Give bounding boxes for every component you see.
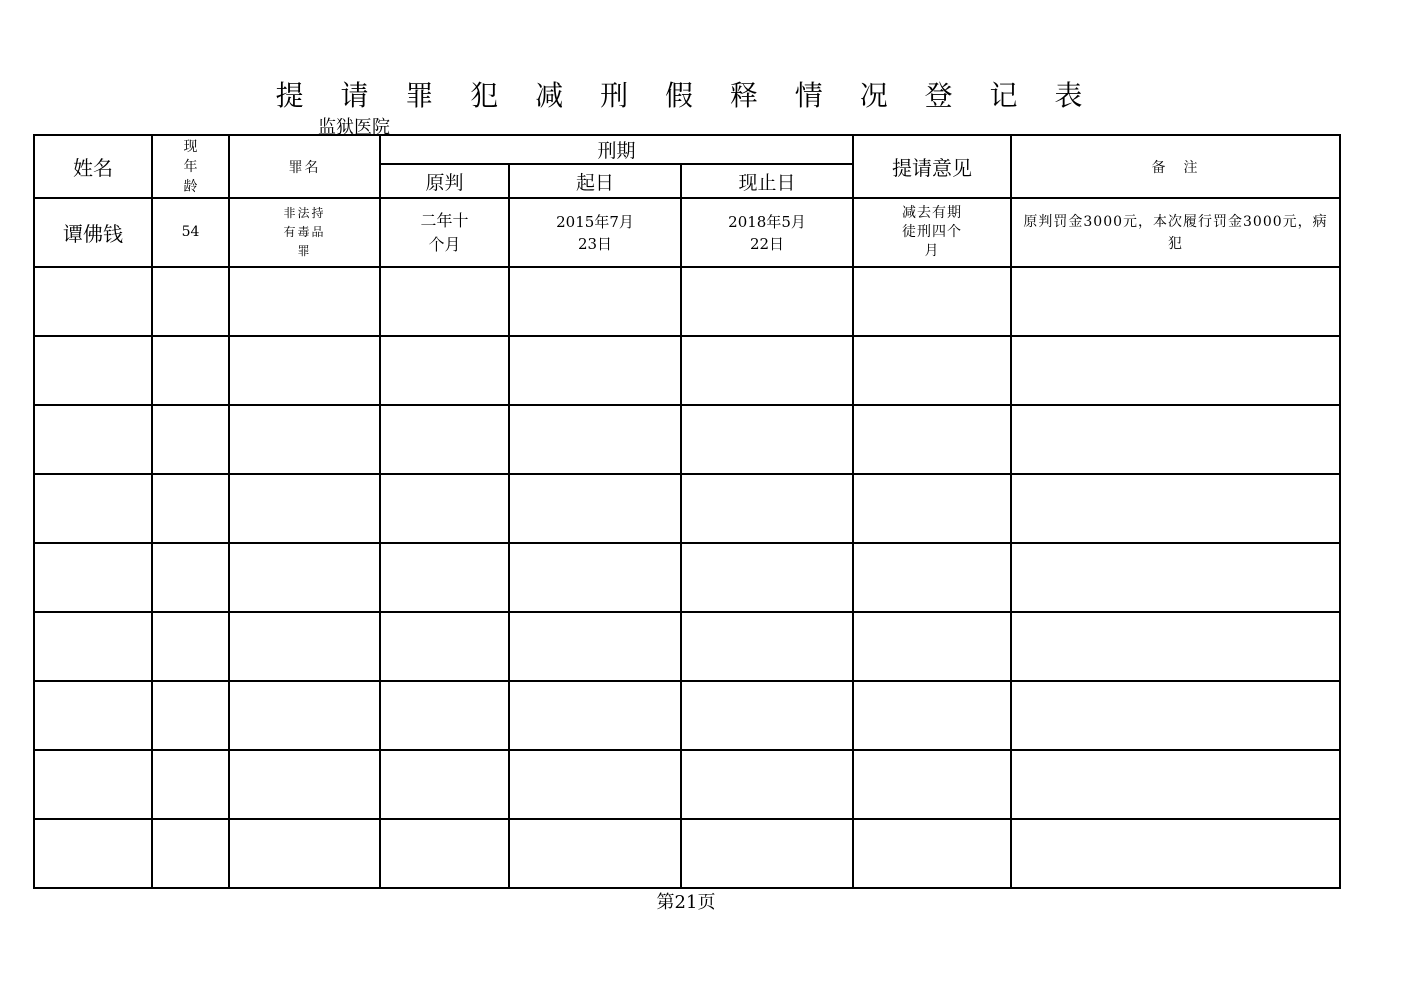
- cell-name: 谭佛钱: [34, 198, 152, 267]
- empty-cell: [1011, 750, 1340, 819]
- table-row-empty: [34, 405, 1340, 474]
- empty-cell: [152, 750, 229, 819]
- header-current-end: 现止日: [681, 164, 853, 198]
- table-row-empty: [34, 681, 1340, 750]
- empty-cell: [152, 612, 229, 681]
- cell-original: 二年十 个月: [380, 198, 509, 267]
- empty-cell: [34, 612, 152, 681]
- unit-name: 监狱医院: [318, 117, 390, 138]
- empty-cell: [509, 405, 681, 474]
- empty-cell: [509, 336, 681, 405]
- empty-cell: [229, 750, 380, 819]
- empty-cell: [34, 681, 152, 750]
- empty-cell: [681, 405, 853, 474]
- empty-cell: [853, 681, 1011, 750]
- empty-cell: [681, 474, 853, 543]
- empty-cell: [853, 405, 1011, 474]
- empty-cell: [681, 267, 853, 336]
- empty-cell: [152, 681, 229, 750]
- empty-cell: [853, 750, 1011, 819]
- empty-cell: [1011, 819, 1340, 888]
- empty-cell: [853, 336, 1011, 405]
- empty-cell: [152, 405, 229, 474]
- empty-cell: [152, 267, 229, 336]
- empty-cell: [34, 474, 152, 543]
- cell-age: 54: [152, 198, 229, 267]
- empty-cell: [853, 543, 1011, 612]
- empty-cell: [229, 474, 380, 543]
- cell-start: 2015年7月 23日: [509, 198, 681, 267]
- empty-cell: [1011, 474, 1340, 543]
- header-start: 起日: [509, 164, 681, 198]
- table-row-empty: [34, 612, 1340, 681]
- empty-cell: [380, 267, 509, 336]
- empty-cell: [1011, 681, 1340, 750]
- empty-cell: [229, 681, 380, 750]
- empty-cell: [509, 750, 681, 819]
- table-row-empty: [34, 267, 1340, 336]
- registration-table: [33, 134, 1341, 889]
- empty-cell: [509, 681, 681, 750]
- empty-cell: [380, 750, 509, 819]
- header-crime: 罪名: [229, 135, 380, 198]
- empty-cell: [34, 336, 152, 405]
- empty-cell: [681, 543, 853, 612]
- empty-cell: [853, 819, 1011, 888]
- header-opinion: 提请意见: [853, 135, 1011, 198]
- cell-current-end: 2018年5月 22日: [681, 198, 853, 267]
- empty-cell: [152, 336, 229, 405]
- header-original: 原判: [380, 164, 509, 198]
- empty-cell: [853, 267, 1011, 336]
- table-row-empty: [34, 474, 1340, 543]
- table-row-empty: [34, 750, 1340, 819]
- empty-cell: [509, 474, 681, 543]
- empty-cell: [380, 681, 509, 750]
- header-age: [152, 135, 229, 198]
- empty-cell: [1011, 543, 1340, 612]
- empty-cell: [509, 267, 681, 336]
- header-age-text: 现 年 龄: [183, 138, 198, 195]
- header-name: 姓名: [34, 135, 152, 198]
- empty-cell: [380, 543, 509, 612]
- empty-cell: [681, 750, 853, 819]
- empty-cell: [152, 474, 229, 543]
- empty-cell: [681, 336, 853, 405]
- cell-remarks: 原判罚金3000元，本次履行罚金3000元，病 犯: [1011, 198, 1340, 267]
- empty-cell: [380, 405, 509, 474]
- empty-cell: [380, 474, 509, 543]
- form-title: 提 请 罪 犯 减 刑 假 释 情 况 登 记 表: [275, 79, 1097, 112]
- table-row-empty: [34, 819, 1340, 888]
- empty-cell: [229, 819, 380, 888]
- cell-crime: 非法持 有毒品 罪: [229, 198, 380, 267]
- empty-cell: [681, 681, 853, 750]
- empty-cell: [853, 612, 1011, 681]
- empty-cell: [681, 819, 853, 888]
- empty-cell: [34, 819, 152, 888]
- empty-cell: [509, 819, 681, 888]
- empty-cell: [34, 405, 152, 474]
- empty-cell: [229, 405, 380, 474]
- empty-cell: [152, 819, 229, 888]
- table-row-empty: [34, 543, 1340, 612]
- cell-opinion: 减去有期 徒刑四个 月: [853, 198, 1011, 267]
- empty-cell: [380, 819, 509, 888]
- empty-cell: [1011, 267, 1340, 336]
- empty-cell: [380, 336, 509, 405]
- empty-cell: [380, 612, 509, 681]
- empty-cell: [34, 267, 152, 336]
- header-row-top: [34, 135, 1340, 164]
- empty-cell: [1011, 336, 1340, 405]
- table-row-empty: [34, 336, 1340, 405]
- empty-cell: [229, 267, 380, 336]
- empty-cell: [681, 612, 853, 681]
- empty-cell: [229, 543, 380, 612]
- empty-cell: [229, 612, 380, 681]
- header-term-group: 刑期: [380, 135, 853, 164]
- empty-cell: [34, 543, 152, 612]
- table-row: [34, 198, 1340, 267]
- empty-cell: [509, 612, 681, 681]
- empty-cell: [229, 336, 380, 405]
- empty-cell: [34, 750, 152, 819]
- empty-cell: [509, 543, 681, 612]
- empty-cell: [1011, 405, 1340, 474]
- empty-cell: [853, 474, 1011, 543]
- empty-cell: [152, 543, 229, 612]
- empty-cell: [1011, 612, 1340, 681]
- header-remarks: 备 注: [1011, 135, 1340, 198]
- page-number: 第21页: [656, 892, 716, 913]
